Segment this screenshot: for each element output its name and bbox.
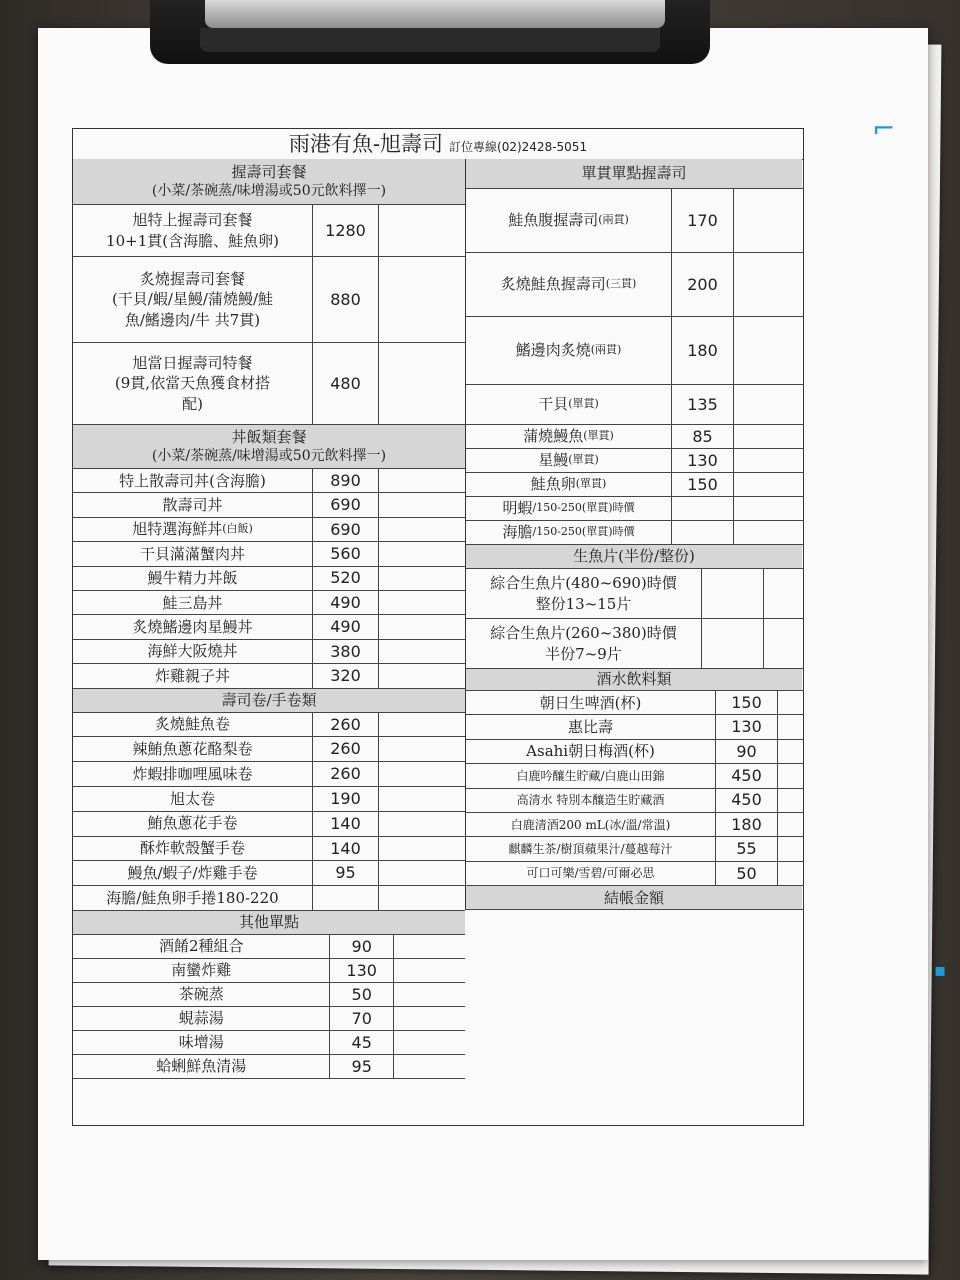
item-price: 320 [313,664,379,687]
item-price [702,569,764,618]
reservation-phone: 訂位專線(02)2428-5051 [449,140,588,154]
menu-row [73,615,465,639]
item-price: 140 [313,812,379,836]
menu-row [73,861,465,886]
clip-opening [200,28,660,52]
item-price: 140 [313,837,379,861]
item-name: 旭特上握壽司套餐 10+1貫(含海膽、鮭魚卵) [73,205,313,256]
item-price: 490 [313,615,379,638]
menu-row [73,1007,465,1031]
section-header-row [73,425,465,469]
item-portion-note: (單貫) [568,453,599,467]
quantity-box[interactable] [379,469,465,492]
quantity-box[interactable] [394,935,465,958]
item-name: 鰻魚/蝦子/炸雞手卷 [73,861,313,885]
menu-row [466,253,804,317]
menu-row [73,983,465,1007]
menu-row [466,497,804,521]
quantity-box[interactable] [379,205,465,256]
blue-pen-mark: ⌐ [872,112,896,145]
item-name: 鮭魚卵 (單貫) [466,473,672,496]
quantity-box[interactable] [734,521,802,544]
item-portion-note: (兩貫) [598,213,629,227]
item-portion-note: (單貫) [568,397,599,411]
item-name: 鮭三島丼 [73,591,313,614]
quantity-box[interactable] [379,861,465,885]
menu-row [73,959,465,983]
menu-row [73,713,465,738]
section-header [73,911,465,934]
quantity-box[interactable] [379,567,465,590]
quantity-box[interactable] [778,691,802,714]
item-name: 可口可樂/雪碧/可爾必思 [466,862,716,885]
item-price: 260 [313,713,379,737]
item-name: 蜆蒜湯 [73,1007,330,1030]
section-header-row [466,545,804,569]
menu-row [73,935,465,959]
item-price: 880 [313,257,379,342]
item-price: 85 [672,425,734,448]
item-name: 辣鮪魚蔥花酪梨卷 [73,737,313,761]
item-name: 酥炸軟殼蟹手卷 [73,837,313,861]
menu-row [466,813,804,837]
item-price: 130 [716,715,778,738]
menu-row [73,493,465,517]
section-header [73,425,465,468]
restaurant-name: 雨港有魚-旭壽司 [288,132,444,156]
quantity-box[interactable] [778,715,802,738]
quantity-box[interactable] [394,1007,465,1030]
menu-row [73,567,465,591]
section-title: 握壽司套餐 [231,162,307,181]
item-price: 260 [313,737,379,761]
item-price: 95 [330,1055,393,1078]
item-name: 鮪魚蔥花手卷 [73,812,313,836]
quantity-box[interactable] [734,449,802,472]
menu-row [73,1055,465,1079]
menu-row [73,518,465,542]
quantity-box[interactable] [379,343,465,424]
quantity-box[interactable] [394,1055,465,1078]
item-price: 450 [716,789,778,812]
quantity-box[interactable] [394,959,465,982]
quantity-box[interactable] [734,497,802,520]
menu-row [466,837,804,861]
menu-row [466,862,804,886]
section-header-row [73,159,465,205]
section-title: 壽司卷/手卷類 [221,690,317,709]
quantity-box[interactable] [379,640,465,663]
item-price: 480 [313,343,379,424]
item-name: 星鰻 (單貫) [466,449,672,472]
item-price: 150 [716,691,778,714]
section-title: 生魚片(半份/整份) [573,547,695,566]
checkout-row [466,886,804,910]
right-column [465,159,804,910]
quantity-box[interactable] [379,787,465,811]
item-name: 蒲燒鰻魚 (單貫) [466,425,672,448]
page-title [73,129,803,160]
menu-row [73,542,465,566]
menu-row [73,469,465,493]
item-name: 南蠻炸雞 [73,959,330,982]
quantity-box[interactable] [394,1031,465,1054]
quantity-box[interactable] [379,812,465,836]
item-name: 鰭邊肉炙燒 (兩貫) [466,317,672,384]
quantity-box[interactable] [764,619,802,668]
quantity-box[interactable] [379,257,465,342]
section-header [466,159,802,188]
menu-row [466,569,804,619]
menu-row [73,257,465,343]
quantity-box[interactable] [778,862,802,885]
section-header-row [466,669,804,691]
quantity-box[interactable] [379,737,465,761]
item-name: 旭太卷 [73,787,313,811]
item-name: 炙燒鰭邊肉星鰻丼 [73,615,313,638]
clip-metal-plate [205,0,665,28]
section-header-row [73,911,465,935]
quantity-box[interactable] [379,591,465,614]
item-name: 綜合生魚片(480~690)時價 整份13~15片 [466,569,702,618]
quantity-box[interactable] [764,569,802,618]
menu-row [73,1031,465,1055]
quantity-box[interactable] [734,473,802,496]
item-portion-note: (兩貫) [590,343,622,357]
section-note: (小菜/茶碗蒸/味增湯或50元飲料擇一) [151,448,387,465]
item-name: 惠比壽 [466,715,716,738]
item-name: 白鹿清酒200 mL(冰/溫/常溫) [466,813,716,836]
item-name: 味增湯 [73,1031,330,1054]
item-name: 酒餚2種組合 [73,935,330,958]
quantity-box[interactable] [734,189,802,252]
item-price: 690 [313,493,379,516]
quantity-box[interactable] [734,425,802,448]
item-name: 麒麟生茶/樹頂蘋果汁/蔓越莓汁 [466,837,716,860]
menu-row [466,764,804,788]
item-name: 茶碗蒸 [73,983,330,1006]
item-price: 200 [672,253,734,316]
item-portion-note: /150-250(單貫)時價 [532,501,635,515]
item-price: 150 [672,473,734,496]
item-name: 炸雞親子丼 [73,664,313,687]
item-price: 180 [716,813,778,836]
quantity-box[interactable] [778,740,802,763]
quantity-box[interactable] [379,713,465,737]
item-price [672,497,734,520]
quantity-box[interactable] [379,664,465,687]
item-name: 旭特選海鮮丼 (白飯) [73,518,313,541]
item-price: 45 [330,1031,393,1054]
section-header [73,159,465,204]
item-price: 50 [330,983,393,1006]
item-price: 520 [313,567,379,590]
item-name: 朝日生啤酒(杯) [466,691,716,714]
item-name: 綜合生魚片(260~380)時價 半份7~9片 [466,619,702,668]
item-name: 旭當日握壽司特餐 (9貫,依當天魚獲食材搭 配) [73,343,313,424]
section-title: 單貫單點握壽司 [581,164,687,183]
menu-row [73,205,465,257]
menu-row [466,619,804,669]
item-name: 炙燒握壽司套餐 (干貝/蝦/星鰻/蒲燒鰻/鮭 魚/鰭邊肉/牛 共7貫) [73,257,313,342]
item-name: 高清水 特別本釀造生貯藏酒 [466,789,716,812]
section-title: 酒水飲料類 [596,670,672,689]
item-price: 180 [672,317,734,384]
item-price: 190 [313,787,379,811]
item-name: 干貝滿滿蟹肉丼 [73,542,313,565]
order-form [72,128,804,1126]
checkout-label: 結帳金額 [466,886,802,909]
menu-row [466,473,804,497]
item-name: Asahi朝日梅酒(杯) [466,740,716,763]
item-price: 560 [313,542,379,565]
menu-row [73,343,465,425]
menu-row [73,640,465,664]
item-price: 490 [313,591,379,614]
item-price: 90 [330,935,393,958]
item-name: 海鮮大阪燒丼 [73,640,313,663]
item-price: 690 [313,518,379,541]
quantity-box[interactable] [379,542,465,565]
section-header-row [73,689,465,713]
menu-row [466,740,804,764]
quantity-box[interactable] [379,493,465,516]
menu-row [466,425,804,449]
quantity-box[interactable] [734,317,802,384]
menu-row [73,737,465,762]
item-name: 鮭魚腹握壽司 (兩貫) [466,189,672,252]
section-header [73,689,465,712]
item-price: 380 [313,640,379,663]
item-name: 蛤蜊鮮魚清湯 [73,1055,330,1078]
quantity-box[interactable] [778,764,802,787]
menu-row [466,521,804,545]
quantity-box[interactable] [379,615,465,638]
menu-row [466,189,804,253]
quantity-box[interactable] [379,886,465,910]
item-price: 450 [716,764,778,787]
item-price [672,521,734,544]
item-price: 130 [672,449,734,472]
blue-pen-dot: ▪ [934,960,947,981]
item-name: 特上散壽司丼(含海膽) [73,469,313,492]
menu-row [466,385,804,425]
menu-row [466,789,804,813]
item-name: 海膽 /150-250(單貫)時價 [466,521,672,544]
item-price [702,619,764,668]
item-portion-note: (單貫) [575,477,607,491]
item-portion-note: (三貫) [605,277,637,291]
item-name: 明蝦 /150-250(單貫)時價 [466,497,672,520]
item-price: 70 [330,1007,393,1030]
item-price: 95 [313,861,379,885]
section-title: 其他單點 [238,913,299,932]
quantity-box[interactable] [778,813,802,836]
menu-row [73,591,465,615]
item-price: 260 [313,762,379,786]
quantity-box[interactable] [778,837,802,860]
menu-row [466,691,804,715]
section-header-row [466,159,804,189]
item-price: 890 [313,469,379,492]
menu-row [466,715,804,739]
menu-row [466,449,804,473]
item-price: 55 [716,837,778,860]
section-title: 丼飯類套餐 [231,427,307,446]
quantity-box[interactable] [394,983,465,1006]
item-name: 炙燒鮭魚握壽司 (三貫) [466,253,672,316]
menu-row [73,812,465,837]
menu-row [73,762,465,787]
menu-row [73,886,465,911]
menu-row [73,787,465,812]
left-column [73,159,465,1079]
section-header [466,669,802,690]
item-portion-note: /150-250(單貫)時價 [532,525,635,539]
item-price: 50 [716,862,778,885]
quantity-box[interactable] [379,837,465,861]
quantity-box[interactable] [379,518,465,541]
quantity-box[interactable] [379,762,465,786]
item-price: 170 [672,189,734,252]
menu-row [73,664,465,688]
item-name: 散壽司丼 [73,493,313,516]
item-price: 130 [330,959,393,982]
item-name: 炙燒鮭魚卷 [73,713,313,737]
item-name: 白鹿吟釀生貯藏/白鹿山田錦 [466,764,716,787]
item-name: 炸蝦排咖哩風味卷 [73,762,313,786]
item-name: 鰻牛精力丼飯 [73,567,313,590]
item-portion-note: (單貫) [583,429,614,443]
quantity-box[interactable] [778,789,802,812]
item-price [313,886,379,910]
quantity-box[interactable] [734,385,802,424]
item-name: 海膽/鮭魚卵手捲180-220 [73,886,313,910]
menu-row [73,837,465,862]
quantity-box[interactable] [734,253,802,316]
item-price: 135 [672,385,734,424]
section-note: (小菜/茶碗蒸/味增湯或50元飲料擇一) [151,183,387,200]
section-header [466,545,802,568]
item-name: 干貝 (單貫) [466,385,672,424]
menu-row [466,317,804,385]
item-price: 1280 [313,205,379,256]
item-price: 90 [716,740,778,763]
item-portion-note: (白飯) [222,522,253,536]
